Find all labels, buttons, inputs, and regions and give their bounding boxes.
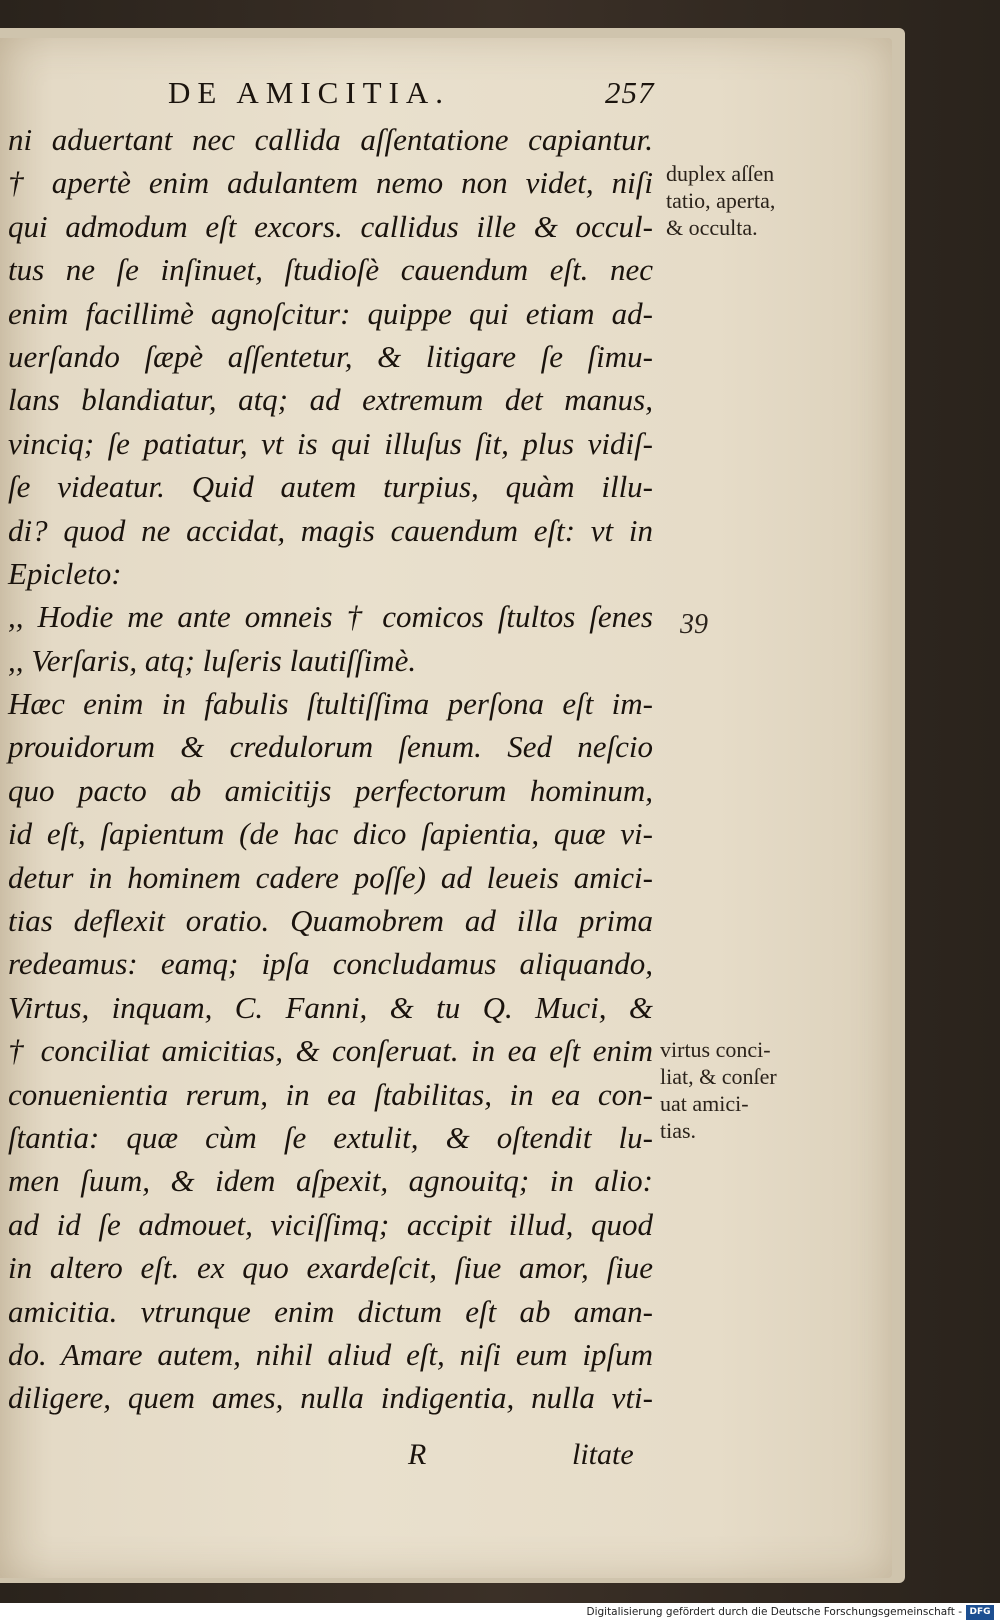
text-line: ſe videatur. Quid autem turpius, quàm illu- [8, 469, 653, 505]
text-line: do. Amare autem, nihil aliud eſt, niſi eum ipſum [8, 1336, 653, 1372]
margin-note-line: uat amici- [660, 1091, 749, 1116]
signature-mark: R [408, 1438, 427, 1471]
text-line: redeamus: eamq; ipſa concludamus aliquando, [8, 946, 653, 982]
margin-note-line: tatio, aperta, [666, 188, 776, 213]
text-line: prouidorum & credulorum ſenum. Sed neſcio [8, 729, 653, 765]
text-line: ni aduertant nec callida aſſentatione capiantur. [8, 122, 653, 157]
text-line: ad id ſe admouet, viciſſimq; accipit illud, quod [8, 1206, 653, 1242]
digitization-footer [0, 1603, 1000, 1623]
text-line: Virtus, inquam, C. Fanni, & tu Q. Muci, & [8, 989, 653, 1025]
text-line: † apertè enim adulantem nemo non videt, niſi [8, 165, 653, 201]
text-line: Hæc enim in fabulis ſtultiſſima perſona eſt im- [8, 686, 653, 722]
text-line: ſtantia: quæ cùm ſe extulit, & oſtendit lu- [8, 1119, 653, 1155]
text-line: in altero eſt. ex quo exardeſcit, ſiue amor, ſiue [8, 1250, 653, 1286]
text-line: id eſt, ſapientum (de hac dico ſapientia, quæ vi- [8, 816, 653, 852]
margin-note-line: tias. [660, 1118, 697, 1143]
margin-note-flattery [666, 160, 775, 241]
text-line: tias deflexit oratio. Quamobrem ad illa prima [8, 903, 653, 939]
text-line: diligere, quem ames, nulla indigentia, nulla vti- [8, 1380, 653, 1416]
text-line: qui admodum eſt excors. callidus ille & occul- [8, 208, 653, 244]
text-line: di? quod ne accidat, magis cauendum eſt: vt in [8, 512, 653, 548]
footer-credit-text: Digitalisierung gefördert durch die Deutsche Forschungsgemeinschaft - [586, 1606, 962, 1618]
quote-line: ,, Verſaris, atq; luſeris lautiſſimè. [8, 642, 417, 678]
page-number: 257 [605, 75, 655, 110]
text-line: lans blandiatur, atq; ad extremum det manus, [8, 382, 653, 418]
text-line: vinciq; ſe patiatur, vt is qui illuſus ſit, plus vidiſ- [8, 425, 653, 461]
text-line: men ſuum, & idem aſpexit, agnouitq; in alio: [8, 1163, 653, 1199]
text-line: † conciliat amicitias, & conſeruat. in ea eſt enim [8, 1033, 653, 1069]
catchword: litate [572, 1438, 634, 1471]
text-line: Epicleto: [8, 555, 122, 591]
text-line: tus ne ſe inſinuet, ſtudioſè cauendum eſt. nec [8, 252, 653, 288]
text-line: quo pacto ab amicitijs perfectorum hominum, [8, 772, 653, 808]
main-text-block [8, 118, 653, 1420]
margin-note-line: liat, & conſer [660, 1064, 777, 1089]
margin-note-line: virtus conci- [660, 1037, 771, 1062]
margin-note-virtue [660, 1036, 777, 1144]
margin-note-line: duplex aſſen [666, 161, 775, 186]
dfg-logo: DFG [966, 1605, 994, 1620]
text-line: amicitia. vtrunque enim dictum eſt ab aman- [8, 1293, 653, 1329]
text-line: uerſando ſæpè aſſentetur, & litigare ſe ſimu- [8, 338, 653, 374]
margin-note-line: 39 [680, 609, 708, 640]
margin-note-number [680, 611, 708, 638]
text-line: conuenientia rerum, in ea ſtabilitas, in ea con- [8, 1076, 653, 1112]
text-line: enim facillimè agnoſcitur: quippe qui etiam ad- [8, 295, 653, 331]
running-head-title: DE AMICITIA. [168, 75, 451, 110]
text-line: detur in hominem cadere poſſe) ad leueis amici- [8, 859, 653, 895]
margin-note-line: & occulta. [666, 215, 758, 240]
quote-line: ,, Hodie me ante omneis † comicos ſtultos ſenes [8, 599, 653, 635]
